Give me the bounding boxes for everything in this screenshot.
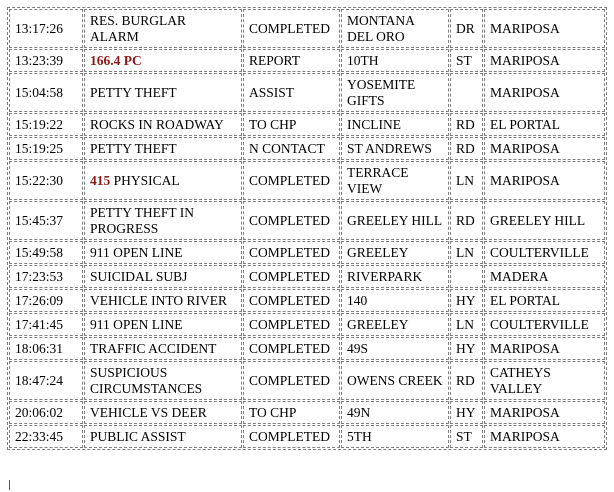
street-cell: 140 — [341, 289, 449, 312]
street-cell: ST ANDREWS — [341, 137, 449, 160]
description-text: PETTY THEFT — [90, 140, 177, 156]
time-cell: 18:47:24 — [9, 361, 83, 400]
street-type-cell: RD — [450, 137, 483, 160]
city-cell: MADERA — [484, 265, 605, 288]
disposition-cell: COMPLETED — [243, 313, 340, 336]
description-cell — [84, 425, 242, 448]
description-text: ROCKS IN ROADWAY — [90, 116, 224, 132]
table-row — [9, 337, 605, 360]
street-cell: MONTANA DEL ORO — [341, 9, 449, 48]
description-cell — [84, 401, 242, 424]
disposition-cell: REPORT — [243, 49, 340, 72]
description-text: RES. BURGLAR ALARM — [90, 13, 187, 44]
city-cell: MARIPOSA — [484, 73, 605, 112]
time-cell: 15:19:22 — [9, 113, 83, 136]
table-row — [9, 313, 605, 336]
description-cell — [84, 113, 242, 136]
street-type-cell: DR — [450, 9, 483, 48]
time-cell: 13:23:39 — [9, 49, 83, 72]
table-row — [9, 49, 605, 72]
description-cell — [84, 73, 242, 112]
time-cell: 15:49:58 — [9, 241, 83, 264]
street-cell: GREELEY — [341, 313, 449, 336]
street-type-cell: RD — [450, 201, 483, 240]
description-text: PETTY THEFT — [90, 84, 177, 100]
street-type-cell: LN — [450, 313, 483, 336]
table-row — [9, 361, 605, 400]
table-row — [9, 401, 605, 424]
description-cell — [84, 361, 242, 400]
description-cell — [84, 289, 242, 312]
description-text: SUICIDAL SUBJ — [90, 268, 188, 284]
street-cell: 49S — [341, 337, 449, 360]
street-cell: YOSEMITE GIFTS — [341, 73, 449, 112]
street-type-cell: HY — [450, 289, 483, 312]
penal-code: 415 — [90, 172, 111, 188]
city-cell: MARIPOSA — [484, 425, 605, 448]
city-cell: MARIPOSA — [484, 337, 605, 360]
street-cell: GREELEY HILL — [341, 201, 449, 240]
city-cell: COULTERVILLE — [484, 313, 605, 336]
disposition-cell: COMPLETED — [243, 265, 340, 288]
description-cell — [84, 137, 242, 160]
street-cell: INCLINE — [341, 113, 449, 136]
time-cell: 15:19:25 — [9, 137, 83, 160]
description-text: VEHICLE VS DEER — [90, 404, 207, 420]
description-cell — [84, 265, 242, 288]
city-cell: MARIPOSA — [484, 161, 605, 200]
street-type-cell: HY — [450, 401, 483, 424]
street-type-cell — [450, 265, 483, 288]
description-text: TRAFFIC ACCIDENT — [90, 340, 217, 356]
description-cell — [84, 201, 242, 240]
disposition-cell: COMPLETED — [243, 241, 340, 264]
disposition-cell: TO CHP — [243, 113, 340, 136]
disposition-cell: COMPLETED — [243, 289, 340, 312]
city-cell: MARIPOSA — [484, 9, 605, 48]
description-cell — [84, 9, 242, 48]
description-cell — [84, 241, 242, 264]
city-cell: MARIPOSA — [484, 49, 605, 72]
street-type-cell: LN — [450, 241, 483, 264]
table-row — [9, 9, 605, 48]
street-cell: OWENS CREEK — [341, 361, 449, 400]
city-cell: MARIPOSA — [484, 401, 605, 424]
city-cell: COULTERVILLE — [484, 241, 605, 264]
time-cell: 15:22:30 — [9, 161, 83, 200]
street-cell: GREELEY — [341, 241, 449, 264]
time-cell: 17:23:53 — [9, 265, 83, 288]
street-type-cell: LN — [450, 161, 483, 200]
table-row — [9, 201, 605, 240]
penal-code: 166.4 PC — [90, 52, 142, 68]
description-text: PUBLIC ASSIST — [90, 428, 186, 444]
table-row — [9, 73, 605, 112]
disposition-cell: COMPLETED — [243, 425, 340, 448]
street-cell: RIVERPARK — [341, 265, 449, 288]
street-type-cell — [450, 73, 483, 112]
description-text: VEHICLE INTO RIVER — [90, 292, 227, 308]
disposition-cell: ASSIST — [243, 73, 340, 112]
time-cell: 22:33:45 — [9, 425, 83, 448]
description-text: PHYSICAL — [110, 172, 180, 188]
street-cell: 49N — [341, 401, 449, 424]
time-cell: 17:26:09 — [9, 289, 83, 312]
description-text: 911 OPEN LINE — [90, 316, 183, 332]
disposition-cell: COMPLETED — [243, 161, 340, 200]
call-log-table — [7, 7, 607, 450]
table-row — [9, 113, 605, 136]
description-cell — [84, 337, 242, 360]
city-cell: EL PORTAL — [484, 289, 605, 312]
description-cell — [84, 161, 242, 200]
description-cell — [84, 313, 242, 336]
disposition-cell: COMPLETED — [243, 337, 340, 360]
description-cell — [84, 49, 242, 72]
table-row — [9, 241, 605, 264]
time-cell: 17:41:45 — [9, 313, 83, 336]
street-type-cell: ST — [450, 49, 483, 72]
disposition-cell: COMPLETED — [243, 201, 340, 240]
call-log-body — [9, 9, 605, 448]
disposition-cell: N CONTACT — [243, 137, 340, 160]
table-row — [9, 265, 605, 288]
time-cell: 13:17:26 — [9, 9, 83, 48]
table-row — [9, 425, 605, 448]
city-cell: GREELEY HILL — [484, 201, 605, 240]
street-type-cell: RD — [450, 361, 483, 400]
city-cell: EL PORTAL — [484, 113, 605, 136]
street-cell: 5TH — [341, 425, 449, 448]
table-row — [9, 137, 605, 160]
street-type-cell: HY — [450, 337, 483, 360]
table-row — [9, 289, 605, 312]
time-cell: 15:04:58 — [9, 73, 83, 112]
street-type-cell: ST — [450, 425, 483, 448]
time-cell: 20:06:02 — [9, 401, 83, 424]
time-cell: 18:06:31 — [9, 337, 83, 360]
table-row — [9, 161, 605, 200]
description-text: 911 OPEN LINE — [90, 244, 183, 260]
street-type-cell: RD — [450, 113, 483, 136]
disposition-cell: COMPLETED — [243, 9, 340, 48]
description-text: SUSPICIOUS CIRCUMSTANCES — [90, 365, 203, 396]
city-cell: MARIPOSA — [484, 137, 605, 160]
street-cell: 10TH — [341, 49, 449, 72]
time-cell: 15:45:37 — [9, 201, 83, 240]
description-text: PETTY THEFT IN PROGRESS — [90, 205, 194, 236]
text-cursor — [9, 480, 10, 490]
disposition-cell: COMPLETED — [243, 361, 340, 400]
city-cell: CATHEYS VALLEY — [484, 361, 605, 400]
disposition-cell: TO CHP — [243, 401, 340, 424]
street-cell: TERRACE VIEW — [341, 161, 449, 200]
